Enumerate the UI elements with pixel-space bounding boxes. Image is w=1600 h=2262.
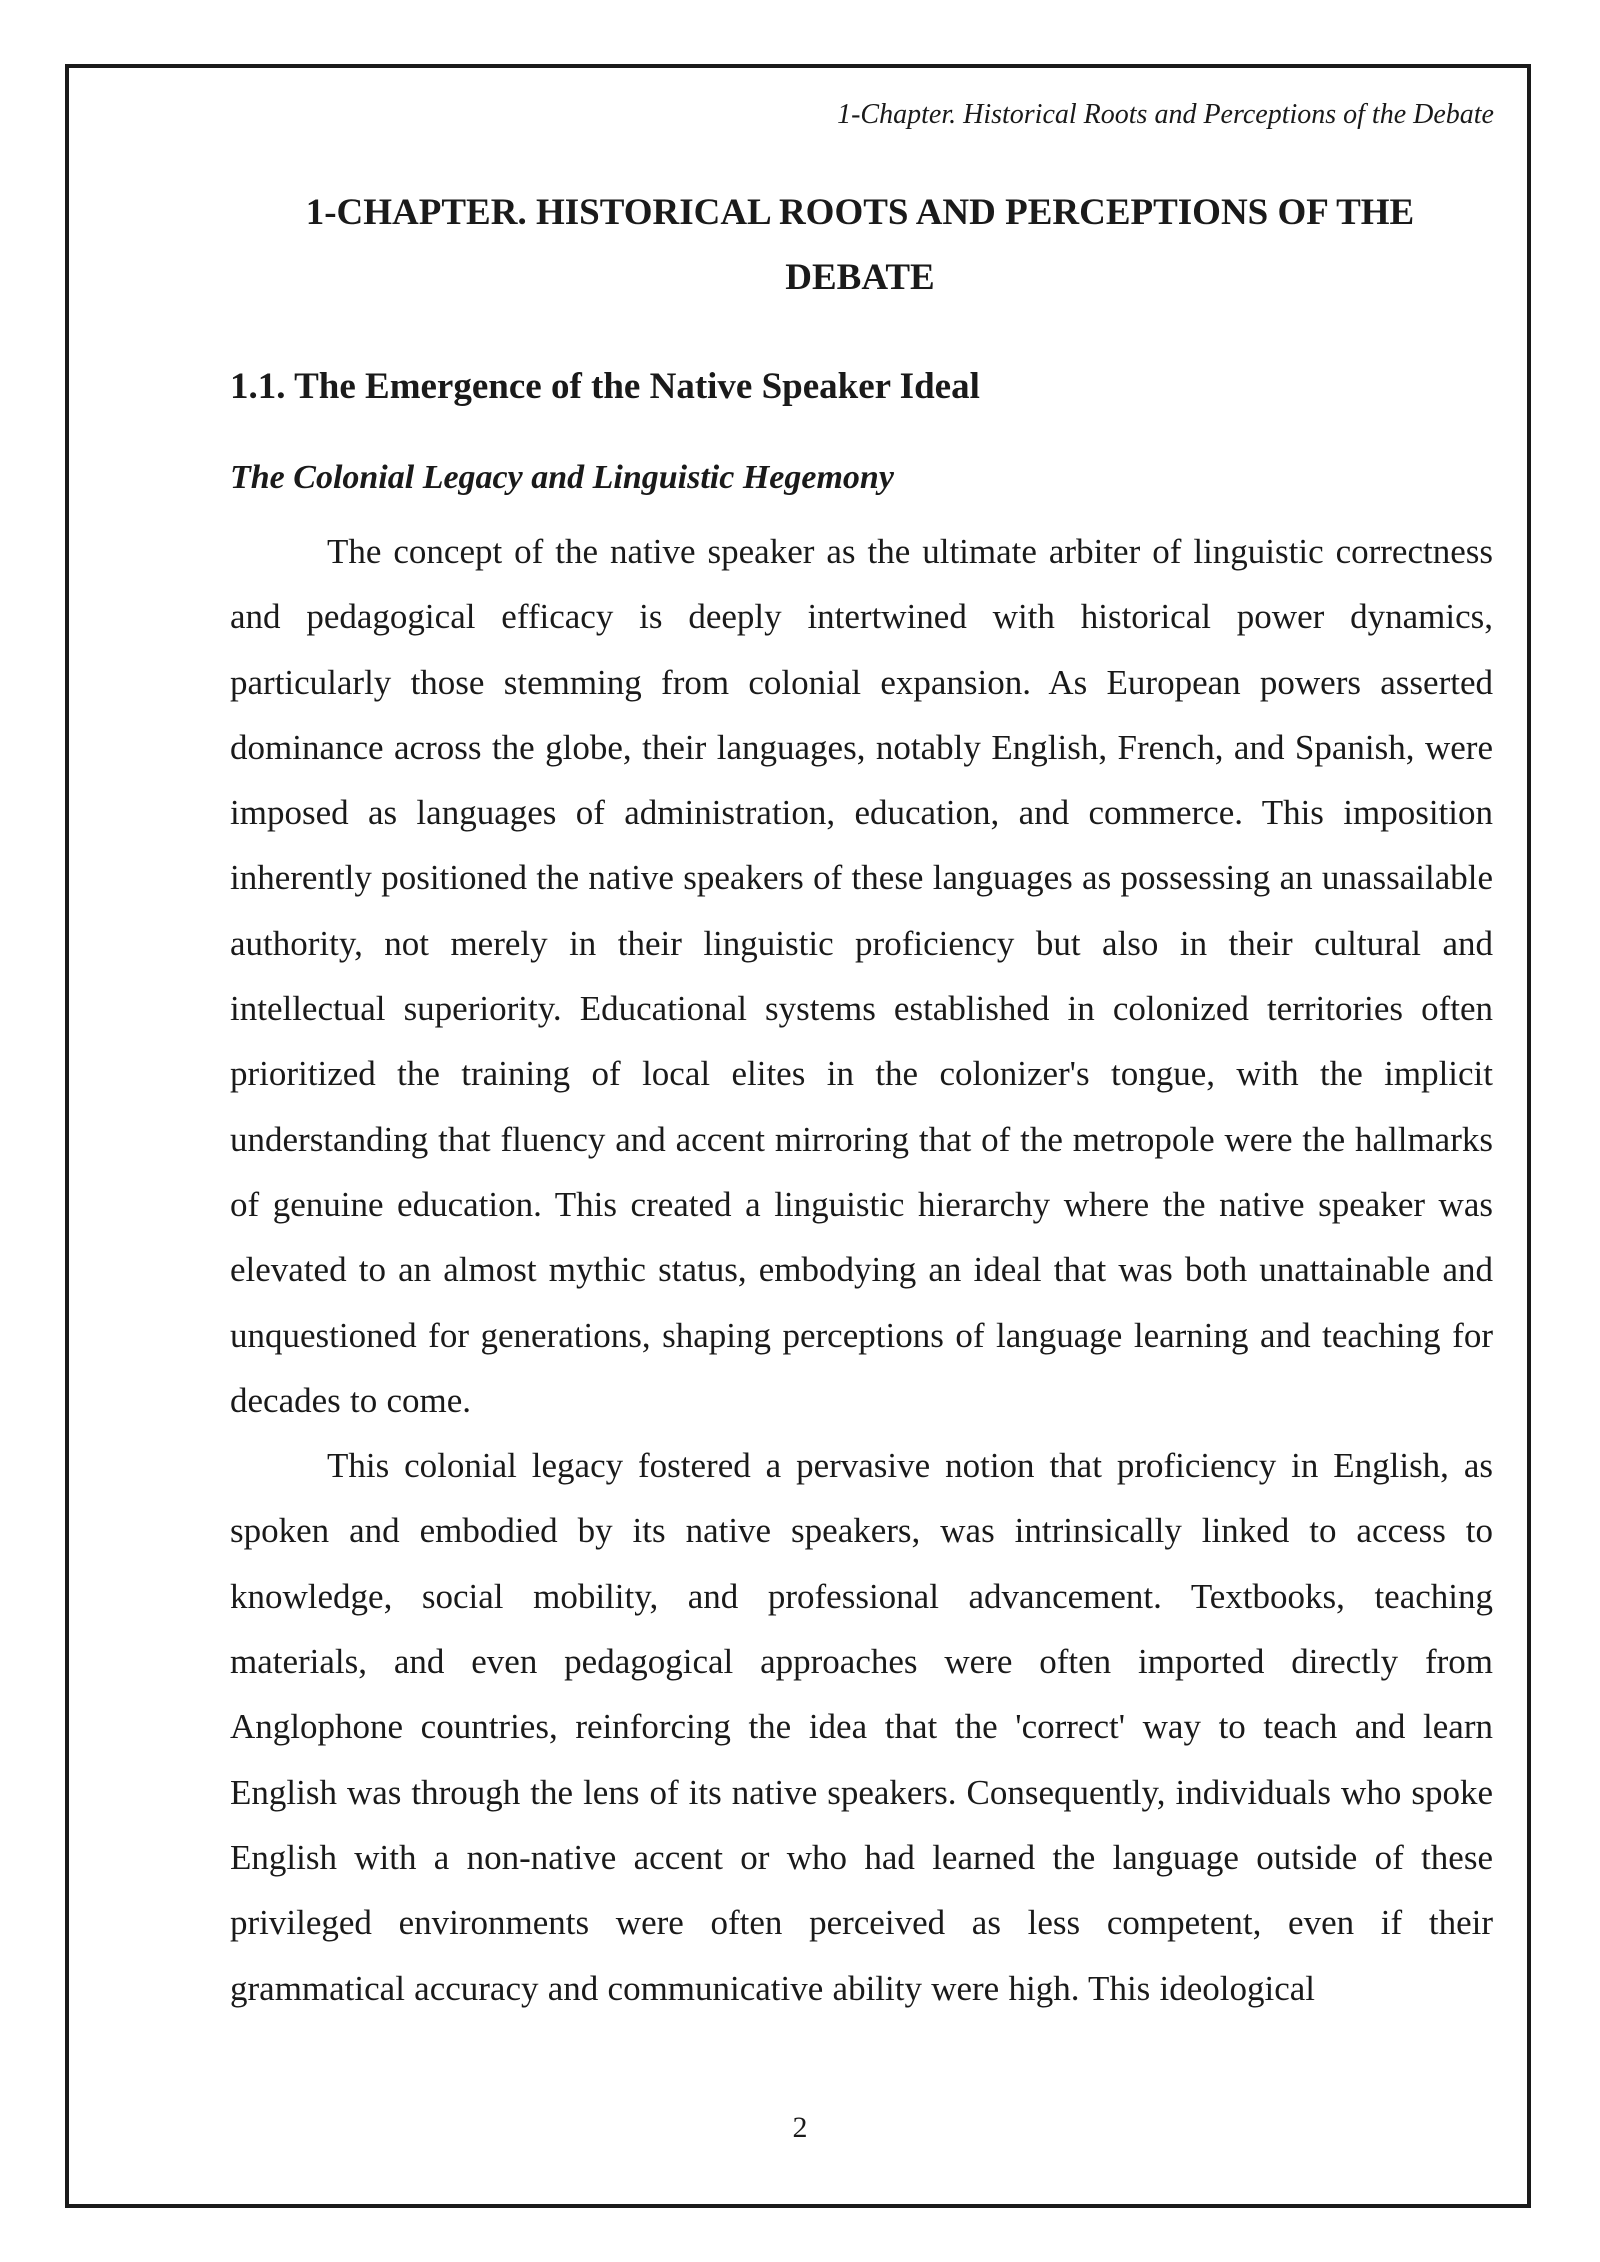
paragraph-2: This colonial legacy fostered a pervasive notion that proficiency in English, as spoken and embodied by its native speakers, was intrinsically linked to access to knowledge, social mobility, and professional advancement. Textbooks, teaching materials, and even pedagogical approaches were often imported directly from Anglophone countries, reinforcing the idea that the 'correct' way to teach and learn English was through the lens of its native speakers. Consequently, individuals who spoke English with a non-native accent or who had learned the language outside of these privileged environments were often perceived as less competent, even if their grammatical accuracy and communicative ability were high. This ideological	[230, 1446, 1493, 2008]
paragraph-1: The concept of the native speaker as the ultimate arbiter of linguistic correctness and pedagogical efficacy is deeply intertwined with historical power dynamics, particularly those stemming from colonial expansion. As European powers asserted dominance across the globe, their languages, notably English, French, and Spanish, were imposed as languages of administration, education, and commerce. This imposition inherently positioned the native speakers of these languages as possessing an unassailable authority, not merely in their linguistic proficiency but also in their cultural and intellectual superiority. Educational systems established in colonized territories often prioritized the training of local elites in the colonizer's tongue, with the implicit understanding that fluency and accent mirroring that of the metropole were the hallmarks of genuine education. This created a linguistic hierarchy where the native speaker was elevated to an almost mythic status, embodying an ideal that was both unattainable and unquestioned for generations, shaping perceptions of language learning and teaching for decades to come.	[230, 532, 1493, 1420]
body-text	[230, 519, 1493, 2021]
subsection-heading: The Colonial Legacy and Linguistic Hegemony	[230, 459, 894, 496]
section-heading: 1.1. The Emergence of the Native Speaker Ideal	[230, 366, 980, 407]
chapter-title: 1-CHAPTER. HISTORICAL ROOTS AND PERCEPTIONS OF THE DEBATE	[305, 192, 1415, 298]
page-number: 2	[792, 2111, 808, 2144]
running-header: 1-Chapter. Historical Roots and Perceptions of the Debate	[837, 99, 1494, 130]
